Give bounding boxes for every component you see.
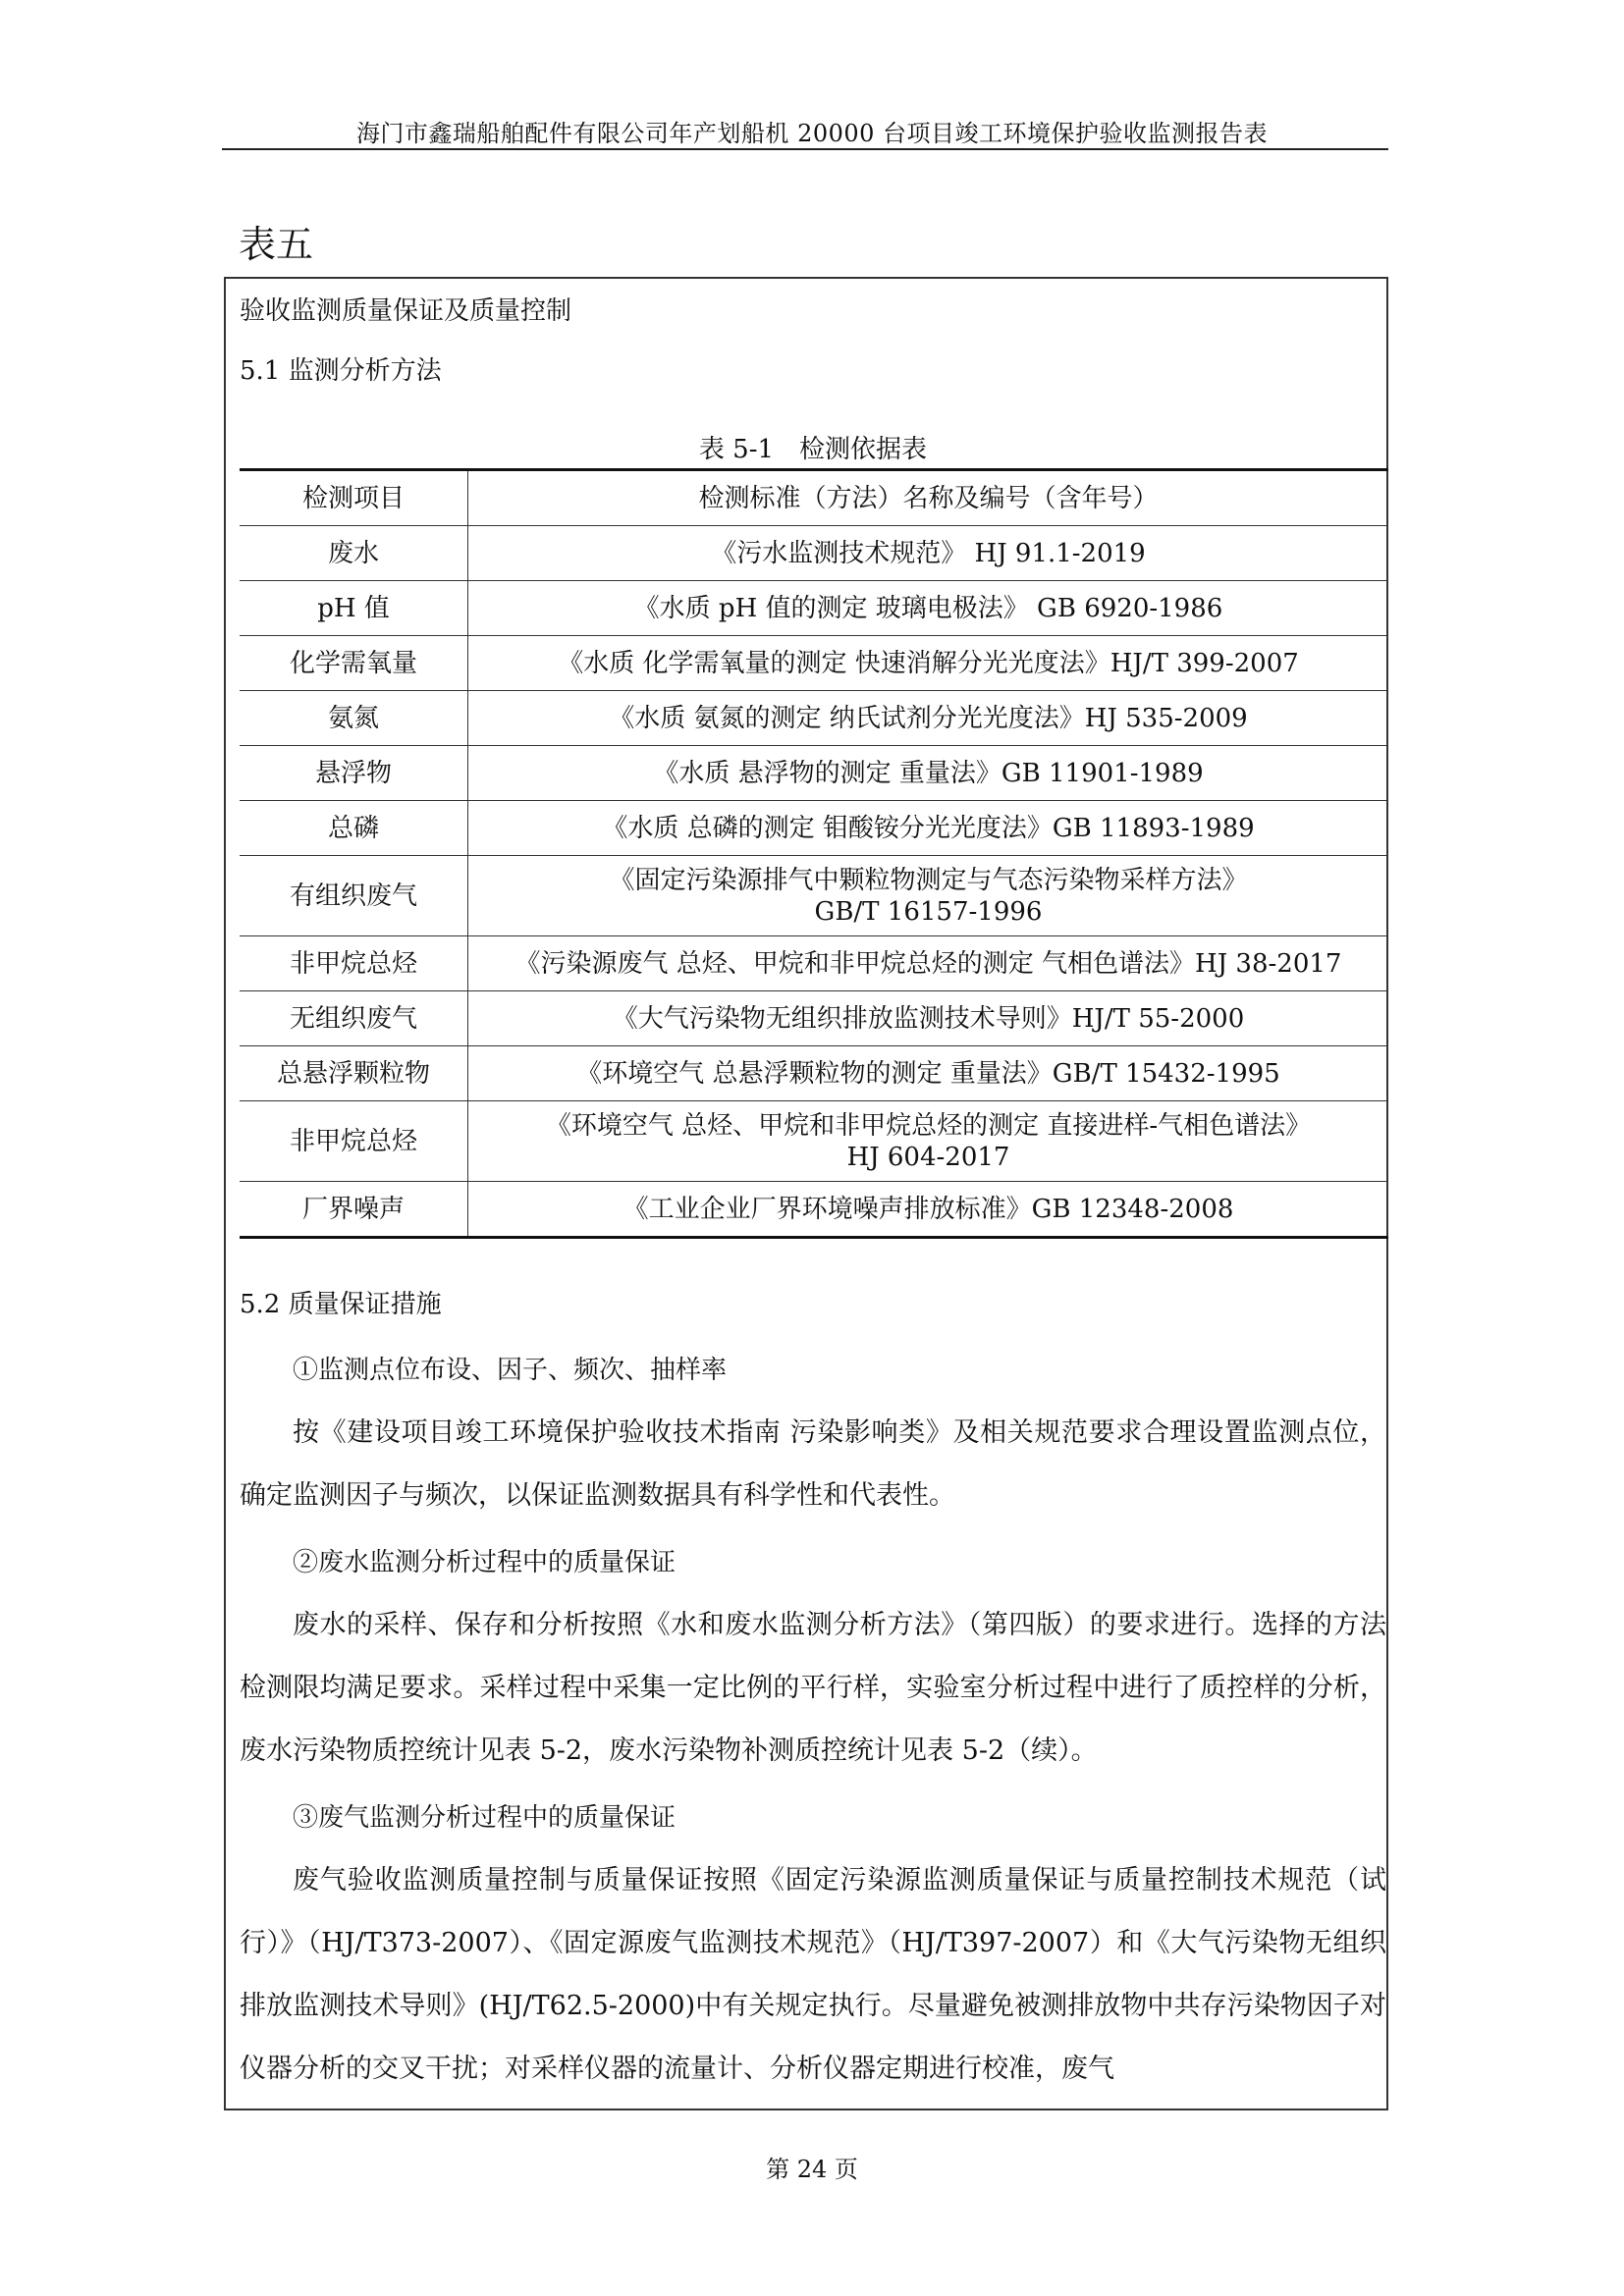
standard-cell: [468, 1101, 1389, 1182]
report-header-title: 海门市鑫瑞船舶配件有限公司年产划船机 20000 台项目竣工环境保护验收监测报告表: [355, 120, 1269, 147]
qa-heading-2: ②废水监测分析过程中的质量保证: [293, 1548, 677, 1577]
table-header-row: [240, 470, 1388, 526]
table-row: [240, 746, 1388, 801]
table-row: [240, 1046, 1388, 1101]
table-row: [240, 801, 1388, 856]
standard-cell: 《水质 悬浮物的测定 重量法》GB 11901-1989: [468, 746, 1389, 801]
standard-cell: [468, 856, 1389, 936]
subsection-5-2-title: 5.2 质量保证措施: [240, 1290, 442, 1319]
section-intro: 验收监测质量保证及质量控制: [240, 296, 572, 326]
table-row: [240, 991, 1388, 1046]
standard-cell: 《污水监测技术规范》 HJ 91.1-2019: [468, 526, 1389, 581]
item-cell: 总悬浮颗粒物: [240, 1046, 468, 1101]
table-row: [240, 856, 1388, 936]
table-5-1: [240, 468, 1388, 1239]
item-cell: 无组织废气: [240, 991, 468, 1046]
item-cell: 厂界噪声: [240, 1182, 468, 1238]
qa-heading-3: ③废气监测分析过程中的质量保证: [293, 1803, 677, 1833]
table-row: [240, 581, 1388, 636]
qa-heading-1: ①监测点位布设、因子、频次、抽样率: [293, 1356, 728, 1385]
qa-paragraph-1: 按《建设项目竣工环境保护验收技术指南 污染影响类》及相关规范要求合理设置监测点位，确定监测因子与频次，以保证监测数据具有科学性和代表性。: [240, 1417, 1386, 1511]
standard-line-2: GB/T 16157-1996: [814, 896, 1043, 927]
standard-cell: 《大气污染物无组织排放监测技术导则》HJ/T 55-2000: [468, 991, 1389, 1046]
standard-line-1: 《固定污染源排气中颗粒物测定与气态污染物采样方法》: [609, 865, 1248, 895]
qa-paragraph-3: 废气验收监测质量控制与质量保证按照《固定污染源监测质量保证与质量控制技术规范（试行）》（HJ/T373-2007）、《固定源废气监测技术规范》（HJ/T397-2007）和《大气污染物无组织排放监测技术导则》(HJ/T62.5-2000)中有关规定执行。尽量避免被测排放物中共存污染物因子对仪器分析的交叉干扰；对采样仪器的流量计、分析仪器定期进行校准，废气: [240, 1865, 1386, 2084]
page-number: 第 24 页: [766, 2156, 858, 2183]
standard-cell: 《污染源废气 总烃、甲烷和非甲烷总烃的测定 气相色谱法》HJ 38-2017: [468, 936, 1389, 991]
header-cell-standard: 检测标准（方法）名称及编号（含年号）: [468, 470, 1389, 526]
standard-line-1: 《环境空气 总烃、甲烷和非甲烷总烃的测定 直接进样-气相色谱法》: [545, 1110, 1312, 1141]
standard-cell: 《水质 总磷的测定 钼酸铵分光光度法》GB 11893-1989: [468, 801, 1389, 856]
item-cell: 非甲烷总烃: [240, 1101, 468, 1182]
standard-cell: 《水质 氨氮的测定 纳氏试剂分光光度法》HJ 535-2009: [468, 691, 1389, 746]
standard-cell: 《水质 化学需氧量的测定 快速消解分光光度法》HJ/T 399-2007: [468, 636, 1389, 691]
table-row: [240, 526, 1388, 581]
item-cell: 废水: [240, 526, 468, 581]
standard-cell: 《工业企业厂界环境噪声排放标准》GB 12348-2008: [468, 1182, 1389, 1238]
table-5-1-caption: 表 5-1 检测依据表: [698, 435, 928, 464]
section-title: 表五: [239, 223, 314, 266]
item-cell: 总磷: [240, 801, 468, 856]
header-rule: [222, 148, 1388, 150]
qa-paragraph-2: 废水的采样、保存和分析按照《水和废水监测分析方法》（第四版）的要求进行。选择的方法检测限均满足要求。采样过程中采集一定比例的平行样，实验室分析过程中进行了质控样的分析，废水污染物质控统计见表 5-2，废水污染物补测质控统计见表 5-2（续）。: [240, 1610, 1386, 1766]
table-row: [240, 1101, 1388, 1182]
table-row: [240, 936, 1388, 991]
item-cell: 悬浮物: [240, 746, 468, 801]
item-cell: 氨氮: [240, 691, 468, 746]
table-row: [240, 691, 1388, 746]
standard-cell: 《水质 pH 值的测定 玻璃电极法》 GB 6920-1986: [468, 581, 1389, 636]
item-cell: pH 值: [240, 581, 468, 636]
header-cell-item: 检测项目: [240, 470, 468, 526]
table-row: [240, 1182, 1388, 1238]
standard-line-2: HJ 604-2017: [846, 1142, 1010, 1172]
standard-cell: 《环境空气 总悬浮颗粒物的测定 重量法》GB/T 15432-1995: [468, 1046, 1389, 1101]
table-row: [240, 636, 1388, 691]
item-cell: 化学需氧量: [240, 636, 468, 691]
subsection-5-1-title: 5.1 监测分析方法: [240, 356, 442, 386]
item-cell: 非甲烷总烃: [240, 936, 468, 991]
item-cell: 有组织废气: [240, 856, 468, 936]
